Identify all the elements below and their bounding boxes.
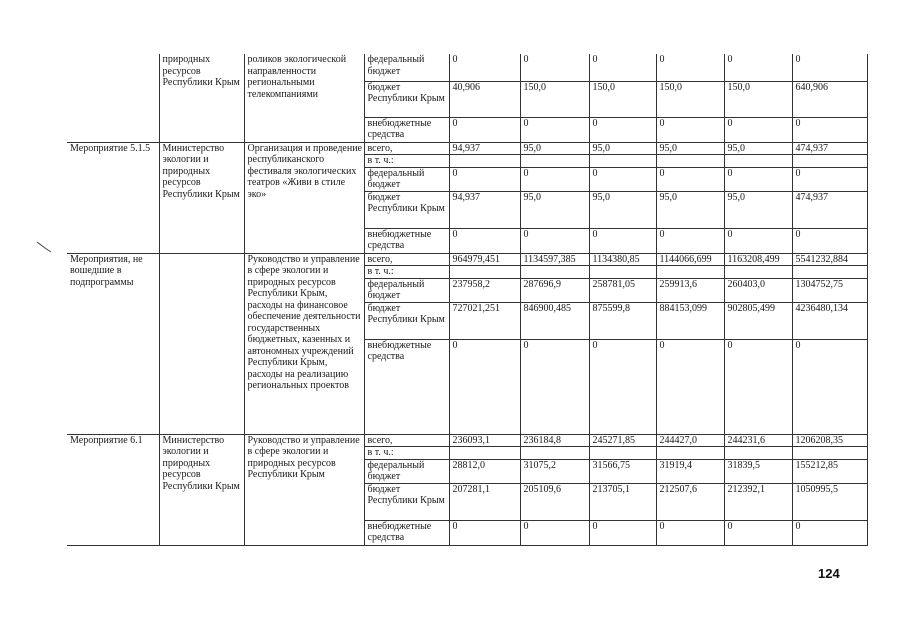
executor-cell xyxy=(159,253,244,434)
value-cell: 0 xyxy=(656,228,724,253)
value-cell: 95,0 xyxy=(656,142,724,155)
value-cell: 0 xyxy=(724,228,792,253)
value-cell: 0 xyxy=(656,117,724,142)
value-cell: 1144066,699 xyxy=(656,253,724,266)
value-cell: 884153,099 xyxy=(656,302,724,339)
event-cell xyxy=(67,54,159,142)
value-cell: 0 xyxy=(589,117,656,142)
value-cell xyxy=(792,266,867,279)
value-cell: 4236480,134 xyxy=(792,302,867,339)
value-cell: 150,0 xyxy=(589,81,656,117)
value-cell: 0 xyxy=(656,339,724,434)
value-cell: 212507,6 xyxy=(656,483,724,520)
value-cell: 287696,9 xyxy=(520,278,589,302)
value-cell: 0 xyxy=(724,167,792,191)
value-cell: 474,937 xyxy=(792,142,867,155)
value-cell: 236093,1 xyxy=(449,434,520,447)
value-cell: 0 xyxy=(589,520,656,545)
value-cell: 94,937 xyxy=(449,191,520,228)
description-cell: Руководство и управление в сфере экологии и природных ресурсов Республики Крым, расходы на финансовое обеспечение деятельности государственных бюджетных, казенных и автономных учреждений Республики Крым, расходы на реализацию региональных проектов xyxy=(244,253,364,434)
value-cell: 28812,0 xyxy=(449,459,520,483)
value-cell xyxy=(792,155,867,168)
value-cell: 31839,5 xyxy=(724,459,792,483)
value-cell xyxy=(656,266,724,279)
value-cell xyxy=(520,447,589,460)
value-cell: 0 xyxy=(724,520,792,545)
value-cell: 95,0 xyxy=(724,191,792,228)
value-cell: 94,937 xyxy=(449,142,520,155)
value-cell: 40,906 xyxy=(449,81,520,117)
event-cell: Мероприятие 5.1.5 xyxy=(67,142,159,253)
value-cell: 1206208,35 xyxy=(792,434,867,447)
value-cell: 0 xyxy=(656,54,724,81)
source-cell: внебюджетные средства xyxy=(364,339,449,434)
value-cell: 31566,75 xyxy=(589,459,656,483)
table-row xyxy=(67,54,867,81)
value-cell: 5541232,884 xyxy=(792,253,867,266)
value-cell: 0 xyxy=(792,520,867,545)
value-cell: 213705,1 xyxy=(589,483,656,520)
description-cell: Организация и проведение республиканского фестиваля экологических театров «Живи в стиле эко» xyxy=(244,142,364,253)
pen-mark-icon xyxy=(36,241,52,253)
value-cell xyxy=(589,266,656,279)
value-cell: 95,0 xyxy=(724,142,792,155)
source-cell: внебюджетные средства xyxy=(364,520,449,545)
value-cell: 95,0 xyxy=(520,142,589,155)
source-cell: федеральный бюджет xyxy=(364,54,449,81)
value-cell: 0 xyxy=(520,54,589,81)
value-cell: 95,0 xyxy=(589,142,656,155)
source-cell: в т. ч.: xyxy=(364,447,449,460)
table-row xyxy=(67,142,867,155)
source-cell: федеральный бюджет xyxy=(364,459,449,483)
source-cell: бюджет Республики Крым xyxy=(364,81,449,117)
value-cell: 0 xyxy=(792,339,867,434)
value-cell: 0 xyxy=(449,228,520,253)
source-cell: внебюджетные средства xyxy=(364,117,449,142)
value-cell: 964979,451 xyxy=(449,253,520,266)
source-cell: федеральный бюджет xyxy=(364,167,449,191)
value-cell: 1304752,75 xyxy=(792,278,867,302)
source-cell: бюджет Республики Крым xyxy=(364,483,449,520)
value-cell: 259913,6 xyxy=(656,278,724,302)
value-cell: 244427,0 xyxy=(656,434,724,447)
value-cell xyxy=(449,447,520,460)
value-cell xyxy=(792,447,867,460)
value-cell: 0 xyxy=(724,339,792,434)
value-cell: 875599,8 xyxy=(589,302,656,339)
page-number: 124 xyxy=(818,566,840,581)
value-cell: 150,0 xyxy=(656,81,724,117)
value-cell: 0 xyxy=(792,54,867,81)
value-cell: 244231,6 xyxy=(724,434,792,447)
value-cell xyxy=(449,155,520,168)
value-cell: 846900,485 xyxy=(520,302,589,339)
value-cell: 0 xyxy=(589,339,656,434)
value-cell: 0 xyxy=(449,520,520,545)
source-cell: всего, xyxy=(364,253,449,266)
value-cell: 260403,0 xyxy=(724,278,792,302)
value-cell: 258781,05 xyxy=(589,278,656,302)
value-cell: 245271,85 xyxy=(589,434,656,447)
value-cell: 0 xyxy=(792,228,867,253)
budget-table xyxy=(67,54,868,546)
value-cell xyxy=(520,266,589,279)
value-cell: 0 xyxy=(589,54,656,81)
value-cell xyxy=(520,155,589,168)
description-cell: Руководство и управление в сфере экологии и природных ресурсов Республики Крым xyxy=(244,434,364,545)
description-cell: роликов экологической направленности региональными телекомпаниями xyxy=(244,54,364,142)
value-cell: 0 xyxy=(449,54,520,81)
value-cell xyxy=(589,155,656,168)
source-cell: федеральный бюджет xyxy=(364,278,449,302)
value-cell: 0 xyxy=(520,117,589,142)
value-cell: 31075,2 xyxy=(520,459,589,483)
value-cell: 0 xyxy=(520,339,589,434)
value-cell: 0 xyxy=(449,339,520,434)
value-cell: 1134597,385 xyxy=(520,253,589,266)
source-cell: внебюджетные средства xyxy=(364,228,449,253)
value-cell: 474,937 xyxy=(792,191,867,228)
value-cell xyxy=(656,447,724,460)
value-cell xyxy=(724,266,792,279)
value-cell: 236184,8 xyxy=(520,434,589,447)
value-cell: 0 xyxy=(792,117,867,142)
value-cell: 1050995,5 xyxy=(792,483,867,520)
event-cell: Мероприятия, не вошедшие в подпрограммы xyxy=(67,253,159,434)
value-cell: 95,0 xyxy=(656,191,724,228)
value-cell: 150,0 xyxy=(724,81,792,117)
value-cell: 95,0 xyxy=(589,191,656,228)
source-cell: в т. ч.: xyxy=(364,266,449,279)
value-cell xyxy=(589,447,656,460)
value-cell: 0 xyxy=(589,167,656,191)
value-cell: 0 xyxy=(449,117,520,142)
value-cell: 1163208,499 xyxy=(724,253,792,266)
value-cell: 0 xyxy=(724,117,792,142)
value-cell xyxy=(656,155,724,168)
value-cell: 0 xyxy=(656,520,724,545)
source-cell: в т. ч.: xyxy=(364,155,449,168)
value-cell: 0 xyxy=(656,167,724,191)
source-cell: бюджет Республики Крым xyxy=(364,191,449,228)
value-cell: 0 xyxy=(724,54,792,81)
source-cell: всего, xyxy=(364,142,449,155)
table-row xyxy=(67,253,867,266)
value-cell: 0 xyxy=(520,228,589,253)
value-cell: 95,0 xyxy=(520,191,589,228)
table-row xyxy=(67,434,867,447)
value-cell xyxy=(724,155,792,168)
executor-cell: Министерство экологии и природных ресурсов Республики Крым xyxy=(159,434,244,545)
source-cell: всего, xyxy=(364,434,449,447)
value-cell: 1134380,85 xyxy=(589,253,656,266)
value-cell: 0 xyxy=(520,520,589,545)
value-cell: 0 xyxy=(792,167,867,191)
value-cell: 727021,251 xyxy=(449,302,520,339)
value-cell: 0 xyxy=(520,167,589,191)
value-cell: 212392,1 xyxy=(724,483,792,520)
value-cell xyxy=(724,447,792,460)
event-cell: Мероприятие 6.1 xyxy=(67,434,159,545)
value-cell: 237958,2 xyxy=(449,278,520,302)
value-cell: 31919,4 xyxy=(656,459,724,483)
source-cell: бюджет Республики Крым xyxy=(364,302,449,339)
executor-cell: природных ресурсов Республики Крым xyxy=(159,54,244,142)
value-cell: 0 xyxy=(589,228,656,253)
value-cell: 207281,1 xyxy=(449,483,520,520)
executor-cell: Министерство экологии и природных ресурсов Республики Крым xyxy=(159,142,244,253)
value-cell: 150,0 xyxy=(520,81,589,117)
value-cell xyxy=(449,266,520,279)
value-cell: 640,906 xyxy=(792,81,867,117)
value-cell: 155212,85 xyxy=(792,459,867,483)
value-cell: 205109,6 xyxy=(520,483,589,520)
value-cell: 902805,499 xyxy=(724,302,792,339)
value-cell: 0 xyxy=(449,167,520,191)
